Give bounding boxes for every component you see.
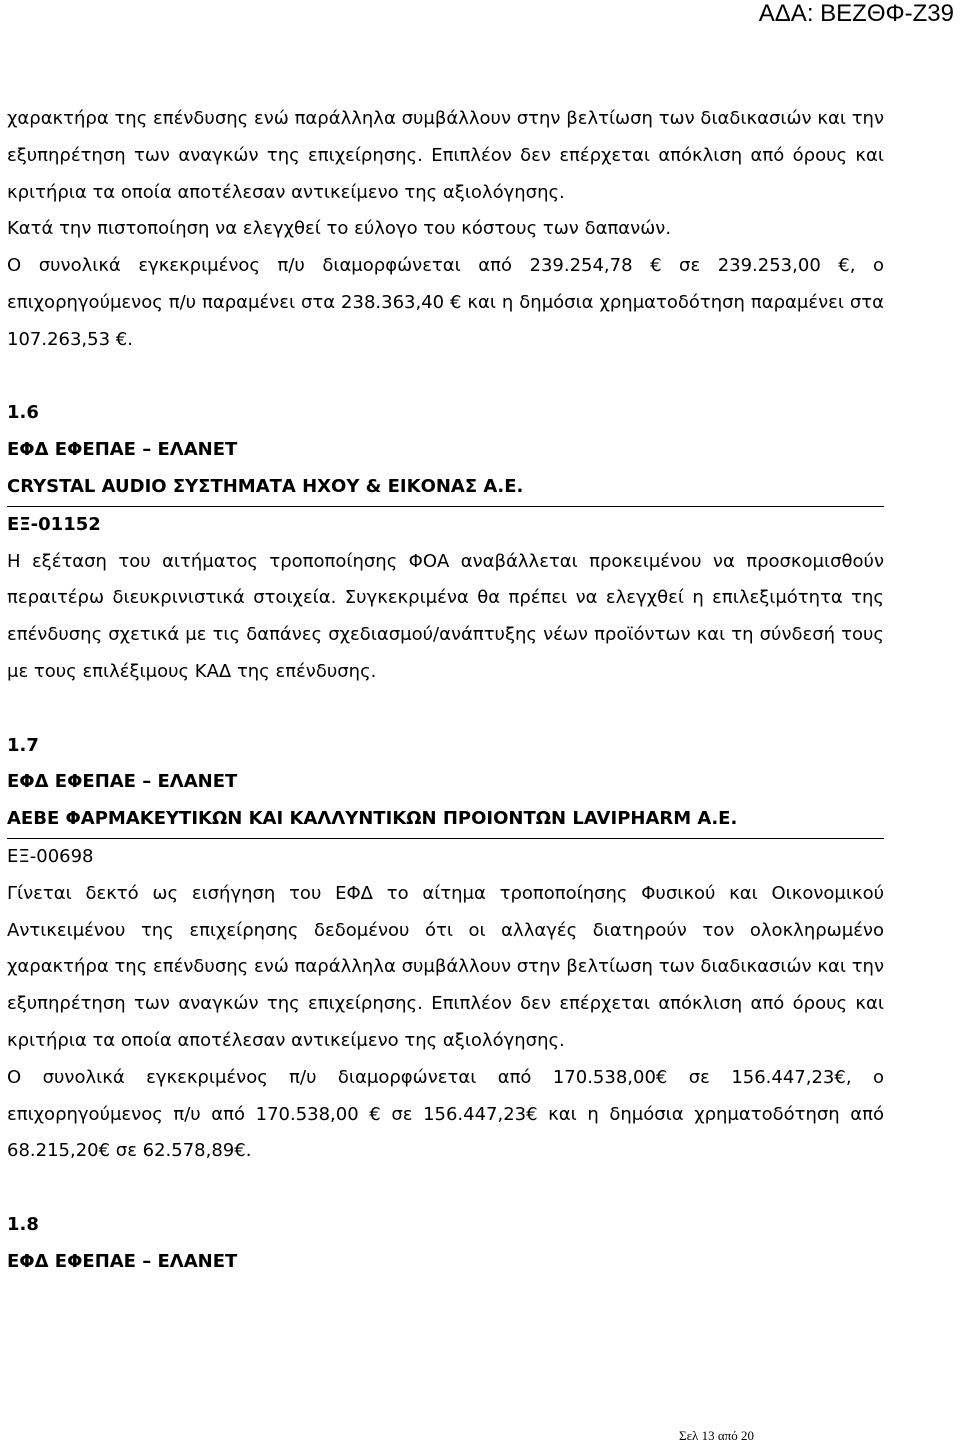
section-1-6-number: 1.6 xyxy=(7,402,39,424)
spacer xyxy=(7,691,884,728)
section-1-6-agency: ΕΦΔ ΕΦΕΠΑΕ – ΕΛΑΝΕΤ xyxy=(7,439,238,461)
section-1-7-paragraph-1: Γίνεται δεκτό ως εισήγηση του ΕΦΔ το αίτημα τροποποίησης Φυσικού και Οικονομικού Αντικειμένου της επιχείρησης δεδομένου ότι οι αλλαγές διατηρούν τον ολοκληρωμένο χαρακτήρα της επένδυσης ενώ παράλληλα συμβάλλουν στην βελτίωση των διαδικασιών και την εξυπηρέτηση των αναγκών της επιχείρησης. Επιπλέον δεν επέρχεται απόκλιση από όρους και κριτήρια τα οποία αποτέλεσαν αντικείμενο της αξιολόγησης. xyxy=(7,882,884,1051)
section-1-7-number: 1.7 xyxy=(7,734,39,756)
spacer xyxy=(7,359,884,396)
section-1-6-company: CRYSTAL AUDIO ΣΥΣΤΗΜΑΤΑ ΗΧΟΥ & ΕΙΚΟΝΑΣ Α.Ε. xyxy=(7,469,884,507)
page-number-footer: Σελ 13 από 20 xyxy=(679,1428,754,1443)
section-1-6-code: ΕΞ-01152 xyxy=(7,513,101,535)
section-1-7-paragraph-2: Ο συνολικά εγκεκριμένος π/υ διαμορφώνεται από 170.538,00€ σε 156.447,23€, ο επιχορηγούμενος π/υ από 170.538,00 € σε 156.447,23€ και η δημόσια χρηματοδότηση από 68.215,20€ σε 62.578,89€. xyxy=(7,1066,884,1162)
top-paragraph-1: χαρακτήρα της επένδυσης ενώ παράλληλα συμβάλλουν στην βελτίωση των διαδικασιών και την εξυπηρέτηση των αναγκών της επιχείρησης. Επιπλέον δεν επέρχεται απόκλιση από όρους και κριτήρια τα οποία αποτέλεσαν αντικείμενο της αξιολόγησης. xyxy=(7,108,884,203)
top-paragraph-3: Ο συνολικά εγκεκριμένος π/υ διαμορφώνεται από 239.254,78 € σε 239.253,00 €, ο επιχορηγούμενος π/υ παραμένει στα 238.363,40 € και η δημόσια χρηματοδότηση παραμένει στα 107.263,53 €. xyxy=(7,255,884,350)
section-1-6-text: Η εξέταση του αιτήματος τροποποίησης ΦΟΑ αναβάλλεται προκειμένου να προσκομισθούν περαιτέρω διευκρινιστικά στοιχεία. Συγκεκριμένα θα πρέπει να ελεγχθεί η επιλεξιμότητα της επένδυσης σχετικά με τις δαπάνες σχεδιασμού/ανάπτυξης νέων προϊόντων και τη σύνδεσή τους με τους επιλέξιμους ΚΑΔ της επένδυσης. xyxy=(7,550,884,682)
document-body xyxy=(7,101,884,1281)
section-1-7-agency: ΕΦΔ ΕΦΕΠΑΕ – ΕΛΑΝΕΤ xyxy=(7,771,238,793)
ada-code-header: ΑΔΑ: ΒΕΖΘΦ-Ζ39 xyxy=(758,0,954,27)
spacer xyxy=(7,1170,884,1207)
section-1-8-agency: ΕΦΔ ΕΦΕΠΑΕ – ΕΛΑΝΕΤ xyxy=(7,1250,238,1272)
top-paragraph-2: Κατά την πιστοποίηση να ελεγχθεί το εύλογο του κόστους των δαπανών. xyxy=(7,218,672,240)
section-1-7-company: ΑΕΒΕ ΦΑΡΜΑΚΕΥΤΙΚΩΝ ΚΑΙ ΚΑΛΛΥΝΤΙΚΩΝ ΠΡΟΙΟΝΤΩΝ LAVIPHARM Α.Ε. xyxy=(7,801,884,839)
section-1-8-number: 1.8 xyxy=(7,1213,39,1235)
section-1-7-code: ΕΞ-00698 xyxy=(7,845,94,867)
